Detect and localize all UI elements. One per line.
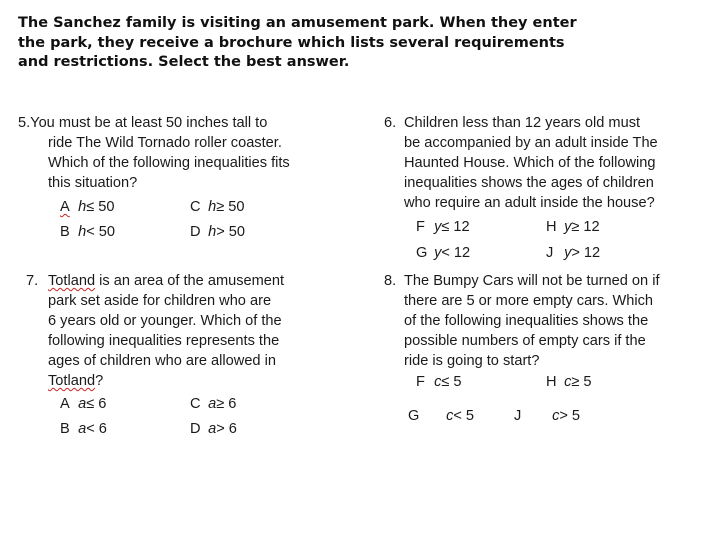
answer-option[interactable] [190,421,237,437]
option-letter: J [514,408,522,424]
answer-option[interactable] [190,199,244,215]
question-number: 8. [384,273,397,289]
answer-option[interactable] [416,374,462,390]
answer-option[interactable] [514,408,580,424]
intro-line: and restrictions. Select the best answer. [18,54,350,70]
question-text-line: inequalities shows the ages of children [404,175,654,191]
answer-option[interactable] [60,199,114,215]
option-letter: G [408,408,420,424]
question-8 [384,271,660,371]
option-relation: > 5 [559,408,581,424]
option-variable: a [78,396,87,412]
option-letter: C [190,396,201,412]
answer-option[interactable] [546,245,600,261]
option-variable: h [208,199,217,215]
option-relation: ≤ 5 [441,374,462,390]
answer-option[interactable] [190,396,236,412]
option-relation: > 6 [216,421,237,437]
question-text-line: Haunted House. Which of the following [404,155,656,171]
option-variable: a [78,421,87,437]
answer-option[interactable] [60,396,106,412]
question-text-line: Which of the following inequalities fits [48,155,290,171]
option-variable: c [552,408,560,424]
answer-option[interactable] [408,408,474,424]
question-punct: ? [95,373,104,389]
option-letter: D [190,224,201,240]
option-relation: > 12 [571,245,601,261]
answer-option[interactable] [416,219,470,235]
option-relation: < 6 [86,421,107,437]
option-variable: c [564,374,572,390]
option-relation: ≥ 5 [571,374,592,390]
answer-option[interactable] [60,224,115,240]
option-letter: F [416,374,425,390]
intro-line: the park, they receive a brochure which lists several requirements [18,34,565,51]
option-variable: h [78,199,87,215]
question-number: 7. [26,273,39,289]
option-letter: H [546,374,557,390]
question-text-line: 6 years old or younger. Which of the [48,313,282,329]
option-letter: J [546,245,554,261]
option-variable: a [208,421,217,437]
question-text-line: of the following inequalities shows the [404,313,649,329]
answer-option[interactable] [546,219,600,235]
option-letter: D [190,421,201,437]
question-text-line: is an area of the amusement [95,273,285,289]
answer-option[interactable] [416,245,470,261]
option-variable: y [434,219,442,235]
option-variable: y [564,219,572,235]
question-7 [26,271,284,391]
option-relation: ≤ 12 [441,219,470,235]
option-relation: ≤ 50 [86,199,115,215]
question-number: 6. [384,115,397,131]
option-relation: ≥ 50 [216,199,245,215]
option-letter: H [546,219,557,235]
option-letter: B [60,224,70,240]
option-variable: h [78,224,87,240]
option-relation: < 5 [453,408,475,424]
option-relation: ≥ 12 [571,219,600,235]
question-text-line: this situation? [48,175,138,191]
question-text-line: The Bumpy Cars will not be turned on if [404,273,660,289]
question-text-line: Children less than 12 years old must [404,115,641,131]
option-relation: ≤ 6 [86,396,107,412]
option-variable: y [434,245,442,261]
answer-option[interactable] [190,224,245,240]
spellcheck-word: Totland [48,273,96,289]
question-5 [18,113,290,193]
question-text-line: possible numbers of empty cars if the [404,333,646,349]
question-text-line: be accompanied by an adult inside The [404,135,658,151]
option-letter: B [60,421,70,437]
option-variable: h [208,224,217,240]
question-number: 5. [18,115,31,131]
question-text-line: ride is going to start? [404,353,540,369]
option-letter: A [60,396,70,412]
option-variable: c [434,374,442,390]
question-text-line: ride The Wild Tornado roller coaster. [48,135,282,151]
option-relation: ≥ 6 [216,396,237,412]
question-6 [384,113,658,213]
option-letter: A [60,199,70,215]
option-letter: C [190,199,201,215]
intro-line: The Sanchez family is visiting an amusement park. When they enter [18,15,577,31]
option-relation: < 12 [441,245,471,261]
option-letter: G [416,245,428,261]
intro-text [18,14,708,73]
question-text-line: following inequalities represents the [48,333,280,349]
option-variable: a [208,396,217,412]
answer-option[interactable] [546,374,592,390]
option-letter: F [416,219,425,235]
option-variable: y [564,245,572,261]
option-relation: < 50 [86,224,115,240]
option-variable: c [446,408,454,424]
answer-option[interactable] [60,421,107,437]
question-text-line: ages of children who are allowed in [48,353,276,369]
question-text-line: who require an adult inside the house? [404,195,655,211]
question-text-line: park set aside for children who are [48,293,272,309]
question-text-line: there are 5 or more empty cars. Which [404,293,653,309]
spellcheck-word: Totland [48,373,96,389]
option-relation: > 50 [216,224,245,240]
question-text-line: You must be at least 50 inches tall to [30,115,268,131]
